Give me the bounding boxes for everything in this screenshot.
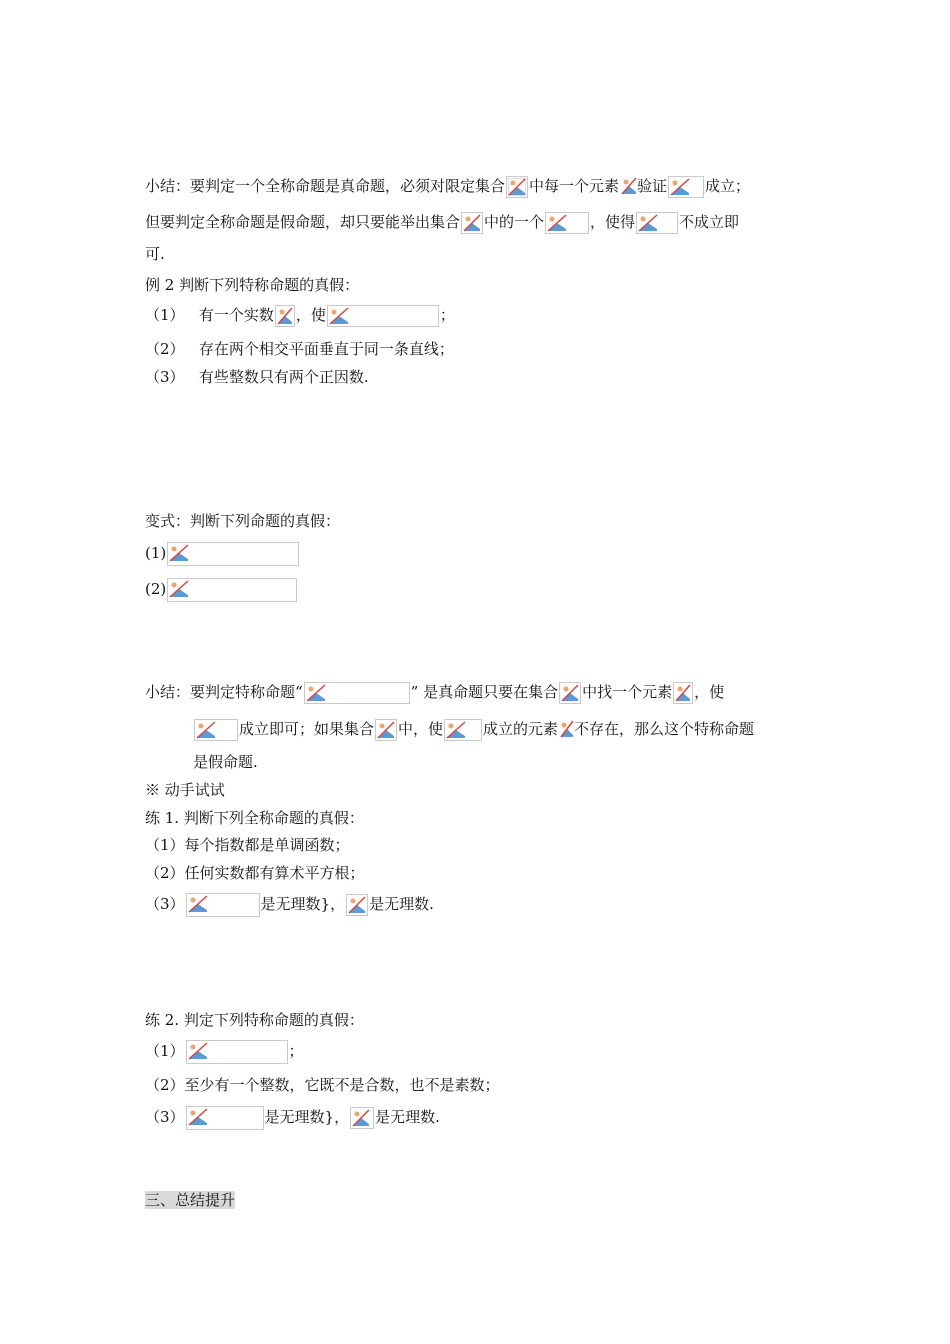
- formula-image-icon: [327, 305, 439, 327]
- formula-image-icon: [559, 682, 581, 704]
- formula-image-icon: [194, 719, 238, 741]
- practice1-title: 练 1. 判断下列全称命题的真假：: [145, 809, 364, 827]
- practice2-item1: （1） ；: [145, 1040, 304, 1064]
- summary1-line1: 小结：要判定一个全称命题是真命题，必须对限定集合 中每一个元素 验证 成立；: [145, 176, 750, 198]
- formula-image-icon: [167, 578, 297, 602]
- summary2-line3: 是假命题.: [193, 753, 258, 771]
- formula-image-icon: [461, 212, 483, 234]
- formula-image-icon: [668, 176, 704, 198]
- formula-image-icon: [275, 305, 295, 327]
- summary1-line2: 但要判定全称命题是假命题，却只要能举出集合 中的一个 ，使得 不成立即: [145, 212, 739, 234]
- practice2-item3: （3） 是无理数}， 是无理数.: [145, 1106, 440, 1130]
- formula-image-icon: [545, 212, 589, 234]
- example2-item1: （1） 有一个实数 ，使 ；: [145, 305, 455, 327]
- example2-item2: （2） 存在两个相交平面垂直于同一条直线；: [145, 340, 454, 358]
- formula-image-icon: [620, 176, 636, 198]
- try-it-heading: ※ 动手试试: [145, 781, 225, 799]
- formula-image-icon: [346, 894, 368, 916]
- formula-image-icon: [186, 1106, 264, 1130]
- formula-image-icon: [186, 1040, 288, 1064]
- example2-item3: （3） 有些整数只有两个正因数.: [145, 368, 369, 386]
- formula-image-icon: [186, 893, 260, 917]
- formula-image-icon: [636, 212, 678, 234]
- formula-image-icon: [304, 682, 410, 704]
- variant-title: 变式：判断下列命题的真假：: [145, 512, 341, 530]
- section3-heading-text: 三、总结提升: [145, 1191, 236, 1209]
- variant-item1: (1): [145, 542, 300, 566]
- practice2-item2: （2）至少有一个整数，它既不是合数，也不是素数；: [145, 1076, 500, 1094]
- summary2-line1: 小结：要判定特称命题“ ” 是真命题只要在集合 中找一个元素 ，使: [145, 682, 724, 704]
- formula-image-icon: [673, 682, 693, 704]
- summary1-line3: 可.: [145, 245, 165, 263]
- formula-image-icon: [506, 176, 528, 198]
- example2-title: 例 2 判断下列特称命题的真假：: [145, 276, 360, 294]
- formula-image-icon: [350, 1107, 374, 1129]
- formula-image-icon: [167, 542, 299, 566]
- practice2-title: 练 2. 判定下列特称命题的真假：: [145, 1011, 364, 1029]
- summary2-line2: 成立即可；如果集合 中，使 成立的元素 不存在，那么这个特称命题: [193, 719, 754, 741]
- formula-image-icon: [375, 719, 397, 741]
- practice1-item1: （1）每个指数都是单调函数；: [145, 836, 350, 854]
- formula-image-icon: [444, 719, 482, 741]
- formula-image-icon: [559, 719, 573, 741]
- variant-item2: (2): [145, 578, 298, 602]
- practice1-item3: （3） 是无理数}， 是无理数.: [145, 893, 434, 917]
- section3-heading: [145, 1190, 235, 1210]
- practice1-item2: （2）任何实数都有算术平方根；: [145, 864, 365, 882]
